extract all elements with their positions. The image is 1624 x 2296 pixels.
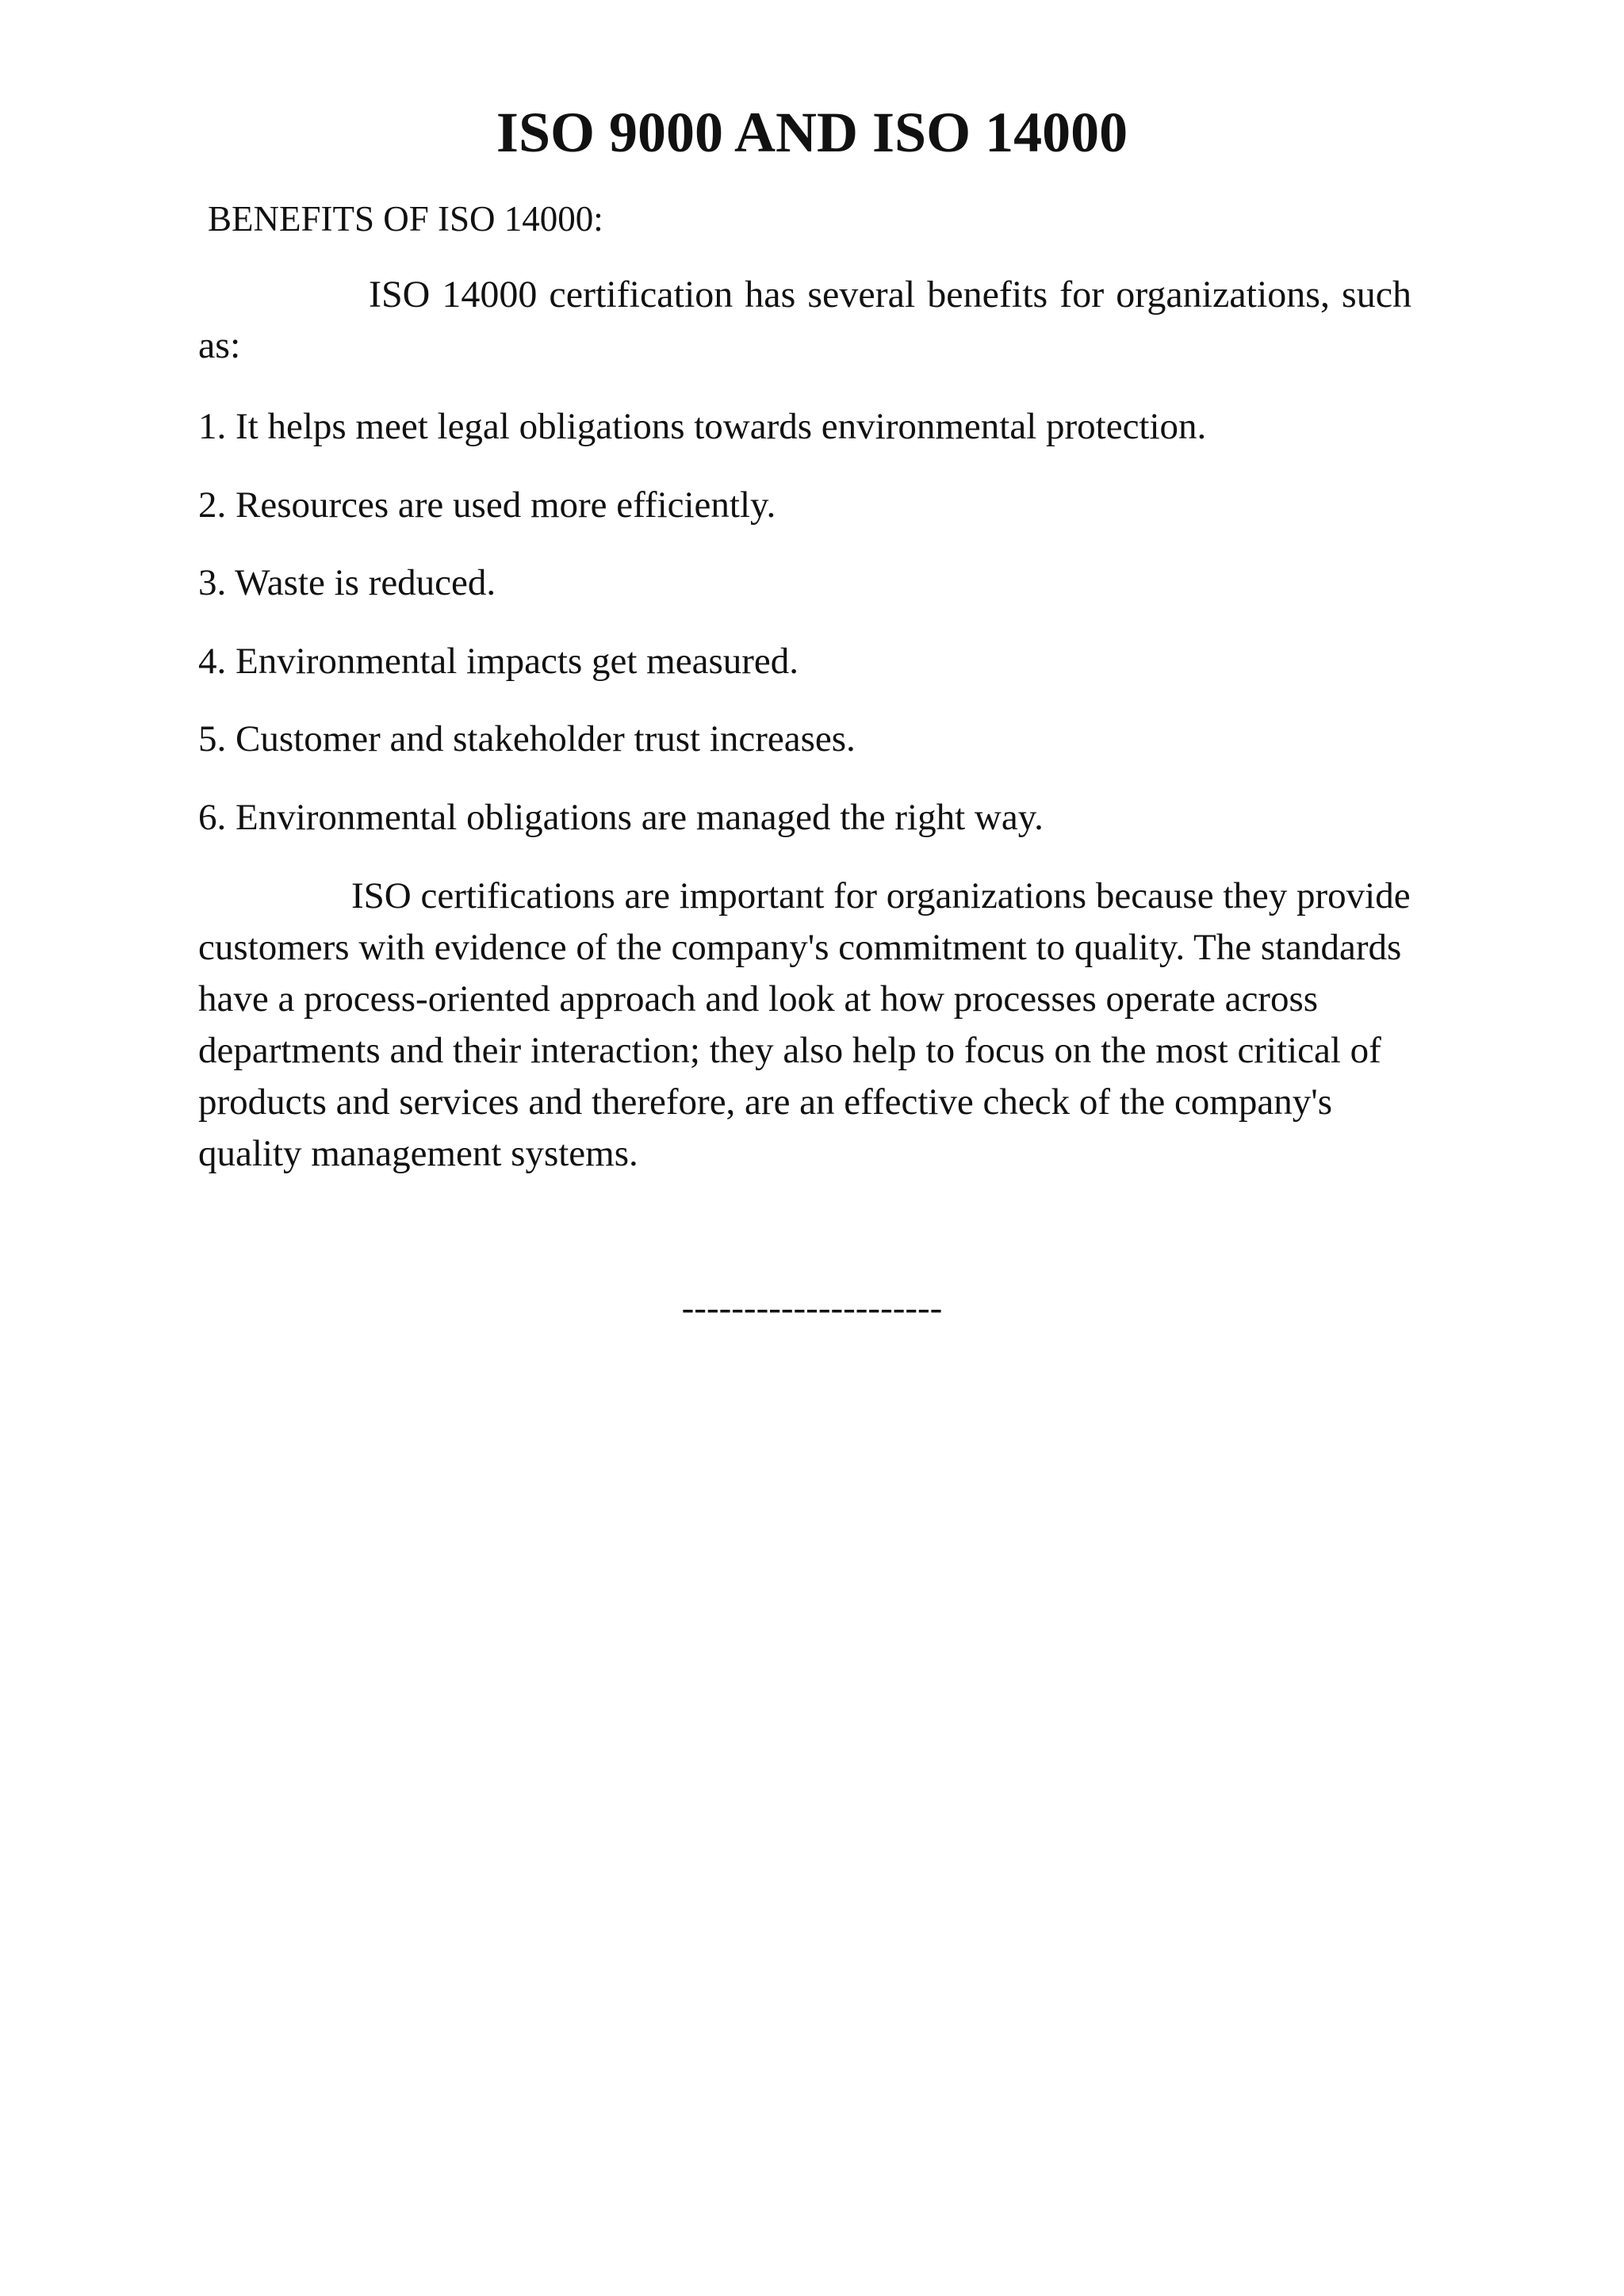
list-item: 4. Environmental impacts get measured. [198, 640, 799, 682]
list-item: 6. Environmental obligations are managed the right way. [198, 796, 1044, 838]
list-item: 5. Customer and stakeholder trust increases. [198, 718, 856, 760]
closing-paragraph: ISO certifications are important for organizations because they provide customers with evidence of the company's commitment to quality. The standards have a process-oriented approach and look at how processes operate across departments and their interaction; they also help to focus on the most critical of products and services and therefore, are an effective check of the company's quality management systems. [198, 875, 1411, 1174]
list-item: 2. Resources are used more efficiently. [198, 484, 776, 526]
benefits-list [198, 403, 1206, 871]
section-divider: --------------------- [681, 1288, 943, 1329]
page-title: ISO 9000 AND ISO 14000 [496, 101, 1128, 164]
intro-paragraph: ISO 14000 certification has several benefits for organizations, such as: [198, 274, 1411, 366]
list-item: 1. It helps meet legal obligations towards environmental protection. [198, 406, 1207, 447]
section-heading: BENEFITS OF ISO 14000: [208, 199, 603, 239]
list-item: 3. Waste is reduced. [198, 562, 496, 603]
